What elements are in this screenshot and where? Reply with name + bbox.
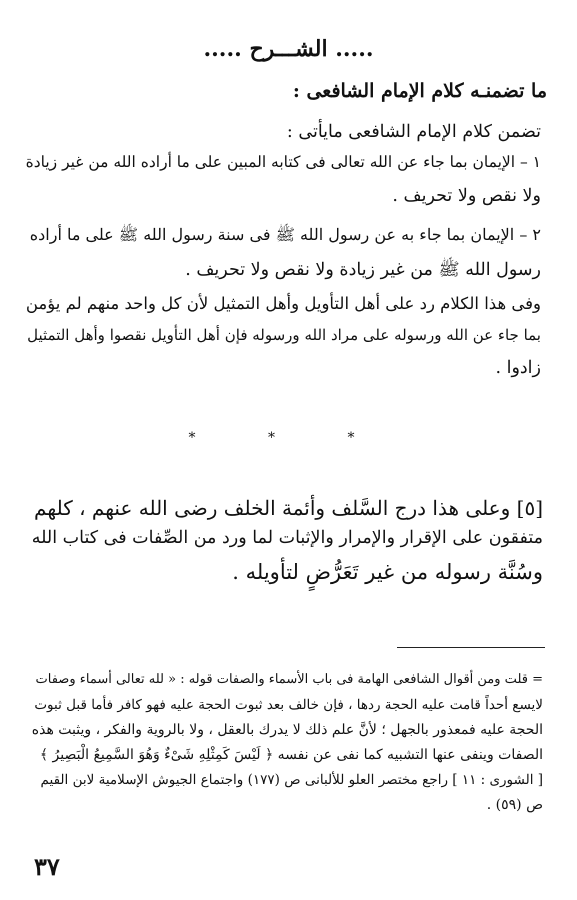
page-number: ٣٧ xyxy=(34,852,60,881)
body-line: ولا نقص ولا تحريف . xyxy=(392,186,541,206)
body-line: تضمن كلام الإمام الشافعى مايأتى : xyxy=(286,122,541,142)
section-separator: * * * xyxy=(188,430,389,446)
body-line: ٢ – الإيمان بما جاء به عن رسول الله ﷺ فى سنة رسول الله ﷺ على ما أراده xyxy=(29,225,541,244)
section-5-line: وسُنَّة رسوله من غير تَعَرُّضٍ لتأويله . xyxy=(232,560,543,584)
footnote-line: الصفات وينفى عنها التشبيه كما نفى عن نفسه ﴿ لَيْسَ كَمِثْلِهِ شَىْءٌ وَهُوَ السَّمِيعُ الْبَصِيرُ ﴾ xyxy=(39,747,543,763)
footnote-line: ص (٥٩) . xyxy=(486,797,543,813)
body-line: وفى هذا الكلام رد على أهل التأويل وأهل التمثيل لأن كل واحد منهم لم يؤمن xyxy=(25,294,541,313)
page-title: ..... الشـــرح ..... xyxy=(203,36,374,62)
footnote-line: لايسع أحداً قامت عليه الحجة ردها ، فإن خالف بعد ثبوت الحجة عليه فهو كافر فأما قبل ثبوت xyxy=(34,697,543,713)
section-5-line: [٥] وعلى هذا درج السَّلف وأئمة الخلف رضى الله عنهم ، كلهم xyxy=(34,496,543,520)
body-line: زادوا . xyxy=(495,358,541,378)
section-5-line: متفقون على الإقرار والإمرار والإثبات لما ورد من الصِّفات فى كتاب الله xyxy=(31,528,543,548)
body-line: رسول الله ﷺ من غير زيادة ولا نقص ولا تحريف . xyxy=(185,260,541,280)
body-line: ١ – الإيمان بما جاء عن الله تعالى فى كتابه المبين على ما أراده الله من غير زيادة xyxy=(25,153,541,171)
body-line: بما جاء عن الله ورسوله على مراد الله ورسوله فإن أهل التأويل نقصوا وأهل التمثيل xyxy=(27,326,541,344)
footnote-line: [ الشورى : ١١ ] راجع مختصر العلو للألبانى ص (١٧٧) واجتماع الجيوش الإسلامية لابن القيم xyxy=(40,772,543,788)
footnote-divider xyxy=(397,647,545,648)
footnote-line: الحجة عليه فمعذور بالجهل ؛ لأنَّ علم ذلك لا يدرك بالعقل ، ولا بالروية والفكر ، ويثبت هذه xyxy=(31,722,543,738)
footnote-line: = قلت ومن أقوال الشافعى الهامة فى باب الأسماء والصفات قوله : « لله تعالى أسماء وصفات xyxy=(35,672,543,687)
section-subtitle: ما تضمنـه كلام الإمام الشافعى : xyxy=(292,80,547,102)
